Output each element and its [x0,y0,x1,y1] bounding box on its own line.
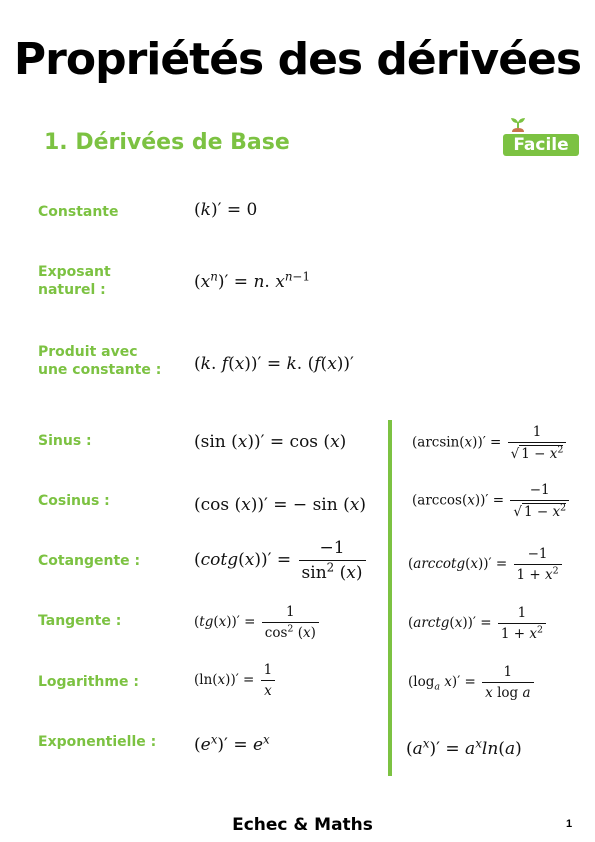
label-exposant [38,263,111,299]
label-constante: Constante [38,204,119,220]
formula-arccos: (arccos(x))′ = $\frac{-1}{√ 1 - x^2}$ [412,482,571,520]
formula-cosinus: (cos (x))′ = − sin (x) [194,495,366,515]
column-divider [388,420,392,776]
label-produit-line1: Produit avec [38,344,138,360]
formula-log-a: ($\log_a$ x)′ = $\frac{1}{\text{x log a}}$ [408,664,536,701]
footer-brand: Echec & Maths [232,815,373,835]
formula-tangente: (tg(x))′ = $\frac{1}{\cos^2 (x)}$ [194,604,321,641]
label-cotangente: Cotangente : [38,553,141,569]
difficulty-badge [503,116,579,158]
formula-arccotg: (arccotg(x))′ = $\frac{-1}{1 + x^2}$ [408,546,564,583]
label-exposant-line1: Exposant [38,264,111,280]
formula-arcsin: (arcsin(x))′ = $\frac{1}{√ 1 - x^2}$ [412,424,568,462]
formula-constante: (k)′ = 0 [194,200,258,220]
formula-exposant: $(x^n)' = n$. $x^{n-1}$ [194,269,311,292]
formula-exp-a: $(a^x)' = a^x\ln(a)$ [406,736,522,759]
label-exposant-line2: naturel : [38,282,106,298]
label-cosinus: Cosinus : [38,493,110,509]
formula-sinus: (sin (x))′ = cos (x) [194,432,347,452]
page-title: Propriétés des dérivées [13,34,582,85]
formula-exponentielle: $(e^x)' = e^x$ [194,732,270,755]
label-produit [38,343,161,379]
badge-label: Facile [503,134,579,156]
formula-arctg: (arctg(x))′ = $\frac{1}{1 + x^2}$ [408,605,548,642]
section-title: 1. Dérivées de Base [44,130,290,155]
formula-produit: (k. f(x))′ = k. (f(x))′ [194,354,354,374]
label-logarithme: Logarithme : [38,674,139,690]
formula-cotangente: (cotg(x))′ = $\frac{-1}{\sin^2 (x)}$ [194,538,368,583]
formula-logarithme: (ln(x))′ = $\frac{1}{x}$ [194,662,277,699]
sprout-icon [507,116,529,134]
label-sinus: Sinus : [38,433,92,449]
label-produit-line2: une constante : [38,362,162,378]
page-number: 1 [566,818,573,830]
label-tangente: Tangente : [38,613,122,629]
label-exponentielle: Exponentielle : [38,734,157,750]
